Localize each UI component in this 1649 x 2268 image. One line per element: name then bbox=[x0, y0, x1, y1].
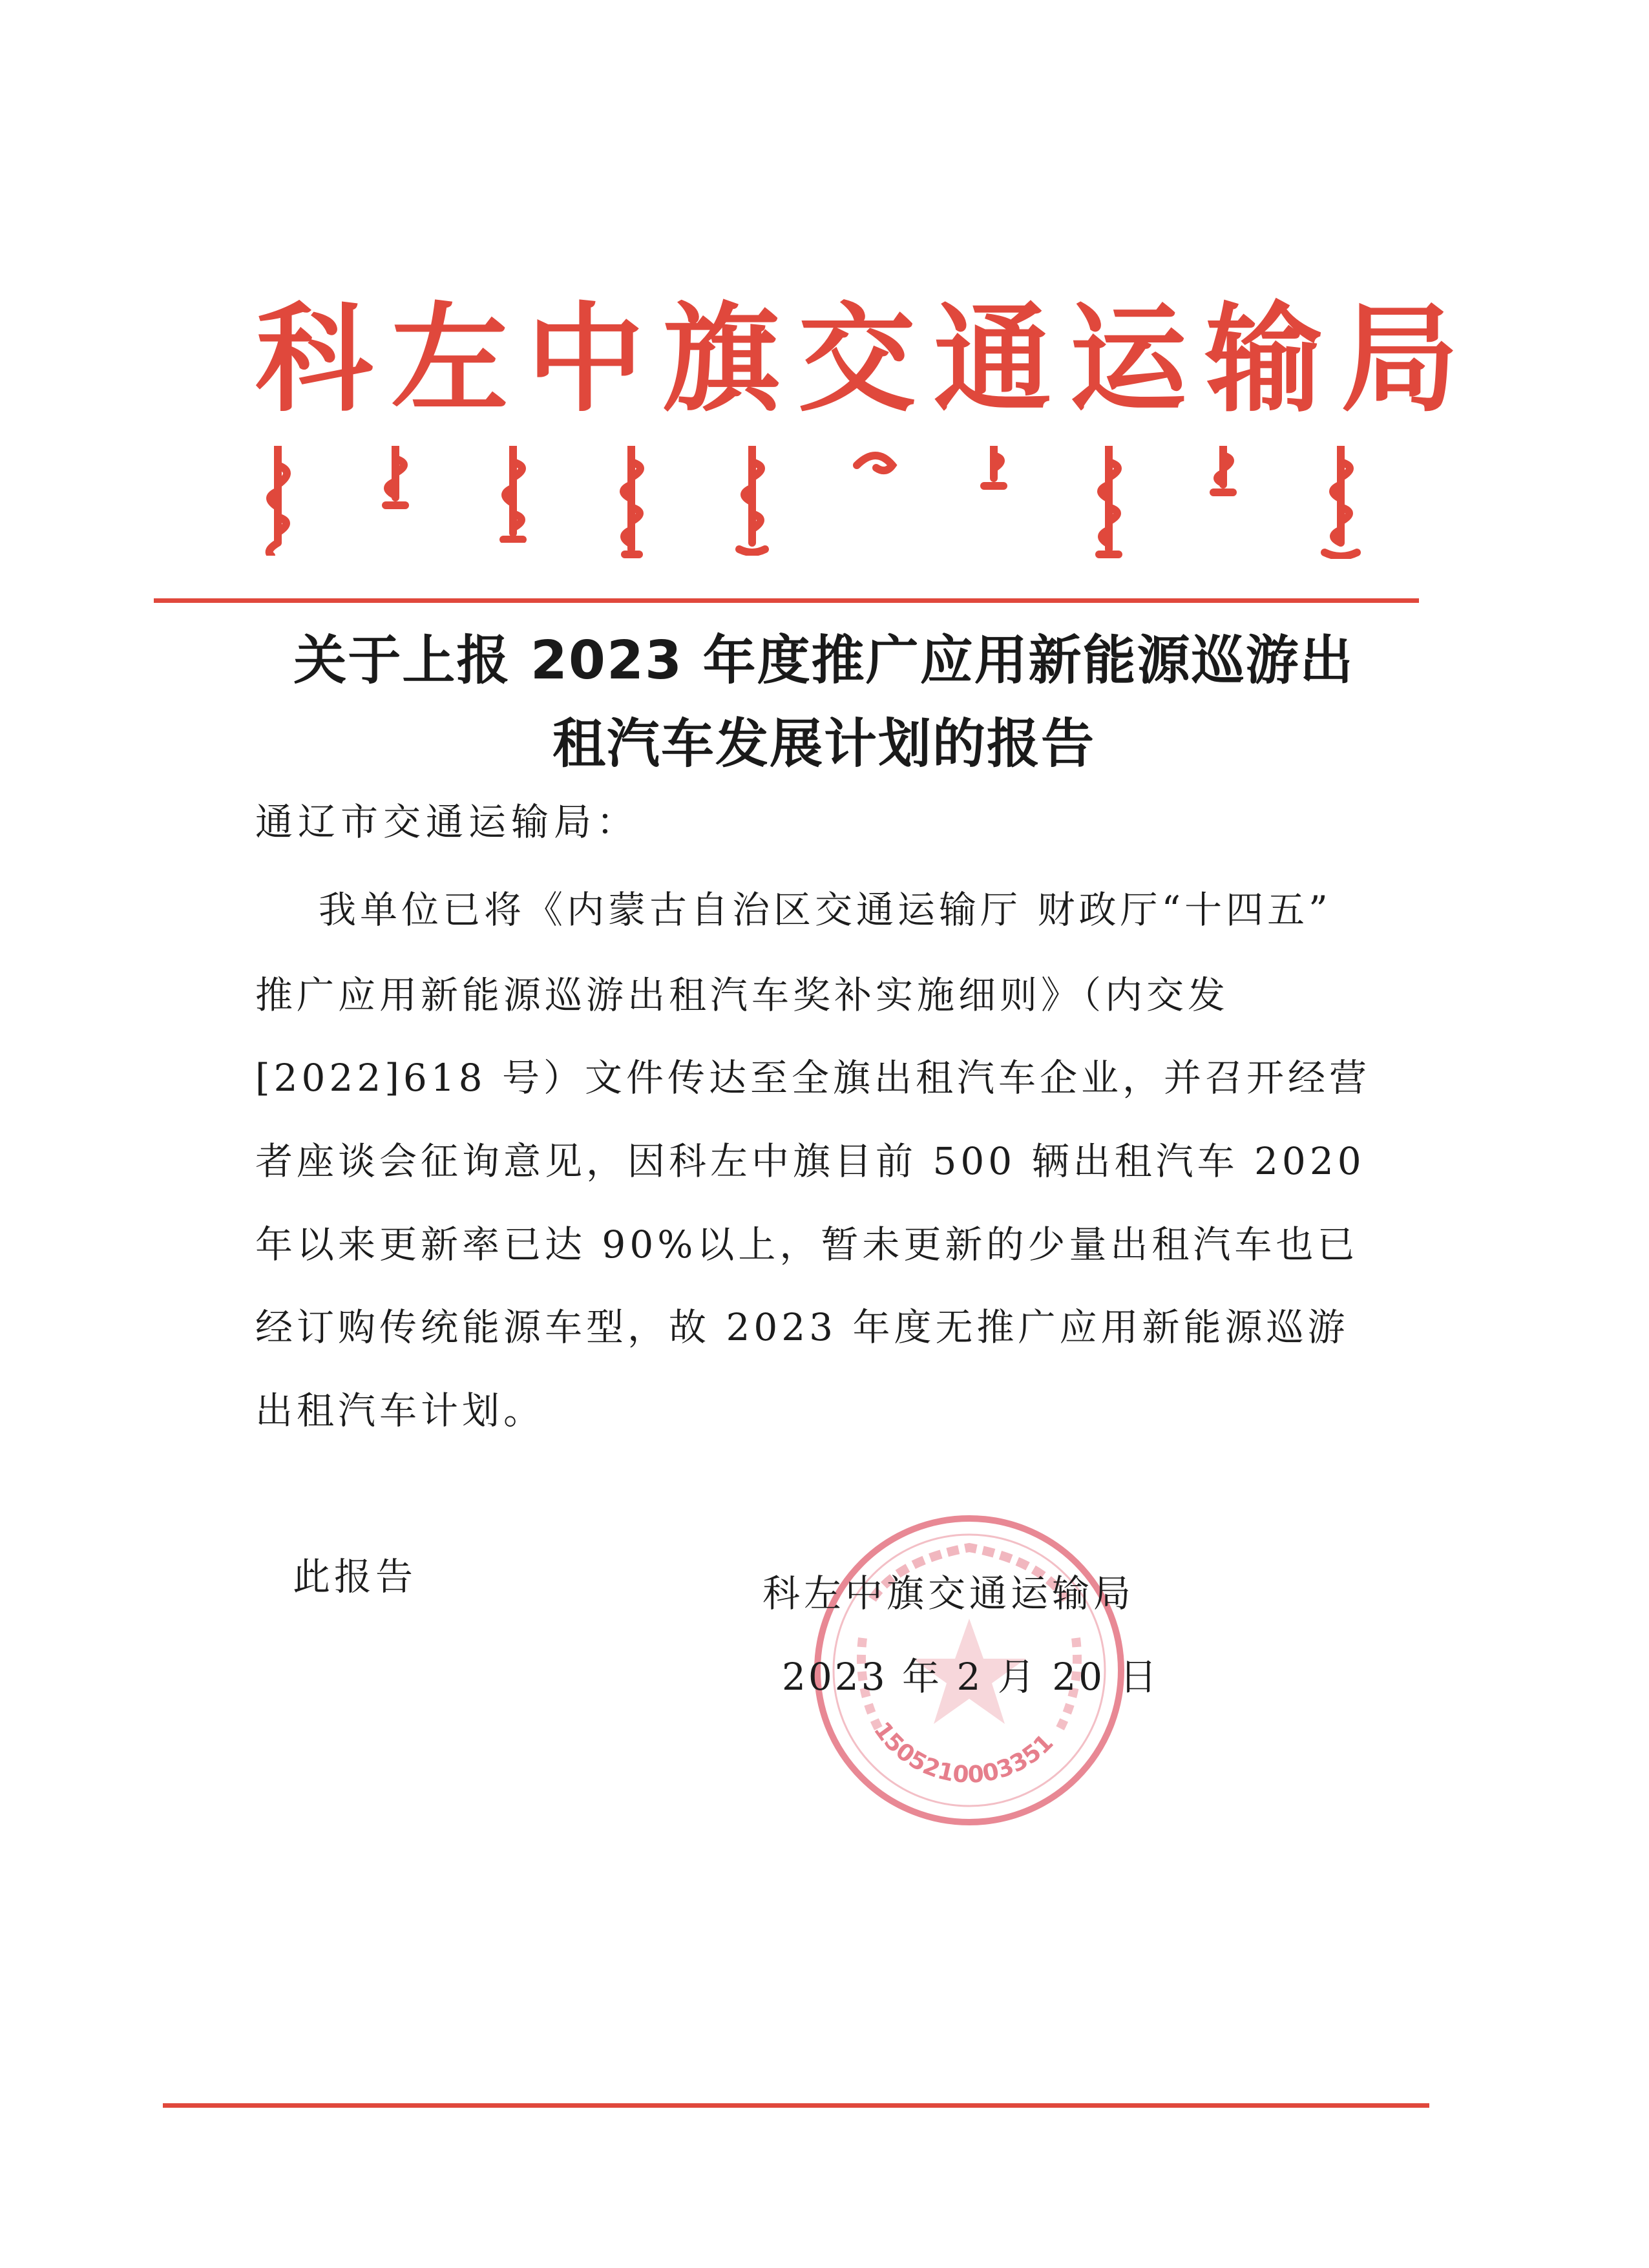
mongolian-glyph bbox=[255, 446, 300, 556]
mongolian-glyph bbox=[609, 446, 654, 559]
closing-phrase: 此报告 bbox=[293, 1555, 417, 1599]
mongolian-glyph bbox=[373, 446, 418, 510]
letterhead-mongolian-script bbox=[255, 446, 1367, 559]
mongolian-glyph bbox=[726, 446, 778, 556]
mongolian-glyph bbox=[1086, 446, 1131, 559]
mongolian-glyph bbox=[1315, 446, 1367, 559]
letterhead-org-name: 科左中旗交通运输局 bbox=[255, 289, 1476, 428]
body-line: 者座谈会征询意见，因科左中旗目前 500 辆出租汽车 2020 bbox=[255, 1139, 1365, 1183]
body-line: 我单位已将《内蒙古自治区交通运输厅 财政厅“十四五” bbox=[319, 888, 1332, 932]
footer-divider bbox=[163, 2103, 1429, 2108]
letterhead-divider bbox=[154, 598, 1419, 603]
body-line: 推广应用新能源巡游出租汽车奖补实施细则》（内交发 bbox=[255, 973, 1230, 1017]
body-line: [2022]618 号）文件传达至全旗出租汽车企业，并召开经营 bbox=[255, 1056, 1371, 1100]
signature-org: 科左中旗交通运输局 bbox=[762, 1571, 1135, 1615]
recipient: 通辽市交通运输局： bbox=[255, 800, 640, 844]
mongolian-glyph bbox=[974, 446, 1013, 491]
mongolian-glyph bbox=[850, 446, 902, 478]
body-line: 经订购传统能源车型，故 2023 年度无推广应用新能源巡游 bbox=[255, 1305, 1349, 1349]
report-title-line-1: 关于上报 2023 年度推广应用新能源巡游出 bbox=[293, 630, 1354, 691]
mongolian-glyph bbox=[490, 446, 536, 543]
body-line: 出租汽车计划。 bbox=[255, 1389, 545, 1433]
mongolian-glyph bbox=[1204, 446, 1243, 498]
signature-date: 2023 年 2 月 20 日 bbox=[782, 1655, 1160, 1699]
body-line: 年以来更新率已达 90%以上，暂未更新的少量出租汽车也已 bbox=[255, 1223, 1359, 1266]
report-title-line-2: 租汽车发展计划的报告 bbox=[552, 713, 1095, 775]
seal-number: 1505210003351 bbox=[868, 1717, 1059, 1789]
